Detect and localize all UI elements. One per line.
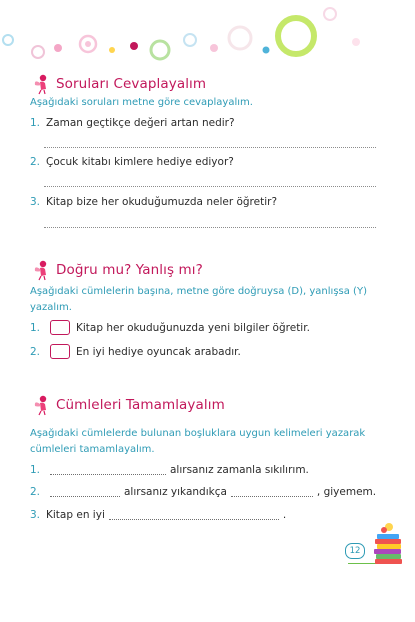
page-number: 12	[345, 543, 365, 559]
blank-2a[interactable]	[50, 487, 120, 497]
item-text: Kitap en iyi	[46, 509, 105, 521]
answer-box-1[interactable]	[50, 320, 70, 335]
answer-line-3[interactable]	[44, 227, 376, 228]
true-false-item-2	[30, 344, 241, 359]
blank-1[interactable]	[50, 465, 166, 475]
item-text: alırsanız yıkandıkça	[124, 486, 227, 498]
item-text: En iyi hediye oyuncak arabadır.	[76, 345, 241, 358]
question-2	[30, 156, 234, 168]
book-stack-icon	[371, 521, 405, 565]
fill-blank-item-1	[30, 464, 309, 476]
fairy-icon	[32, 259, 52, 281]
answer-line-1[interactable]	[44, 147, 376, 148]
question-3	[30, 196, 277, 208]
section2-title-text: Doğru mu? Yanlış mı?	[56, 262, 203, 278]
answer-line-2[interactable]	[44, 186, 376, 187]
fairy-icon	[32, 73, 52, 95]
section3-title-text: Cümleleri Tamamlayalım	[56, 397, 225, 413]
answer-box-2[interactable]	[50, 344, 70, 359]
top-decoration	[0, 0, 415, 62]
blank-2b[interactable]	[231, 487, 313, 497]
item-number: 3.	[30, 509, 41, 521]
section2-instruction: Aşağıdaki cümlelerin başına, metne göre doğruysa (D), yanlışsa (Y) yazalım.	[30, 286, 367, 313]
question-number: 2.	[30, 156, 41, 168]
section1-title-text: Soruları Cevaplayalım	[56, 76, 207, 92]
question-number: 3.	[30, 196, 41, 208]
item-text-end: .	[282, 509, 287, 521]
section3-instruction: Aşağıdaki cümlelerde bulunan boşluklara uygun kelimeleri yazarak cümleleri tamamlayalım.	[30, 428, 366, 455]
fairy-icon	[32, 394, 52, 416]
section1-instruction: Aşağıdaki soruları metne göre cevaplayalım.	[30, 97, 253, 108]
section-title-cumleleri	[32, 394, 225, 416]
question-number: 1.	[30, 117, 41, 129]
section-title-dogru-yanlis	[32, 259, 203, 281]
question-text: Kitap bize her okuduğumuzda neler öğretir?	[46, 196, 278, 208]
blank-3[interactable]	[109, 510, 279, 520]
item-number: 1.	[30, 321, 41, 334]
section-title-sorulari	[32, 73, 206, 95]
question-text: Zaman geçtikçe değeri artan nedir?	[46, 117, 235, 129]
item-text: alırsanız zamanla sıkılırım.	[170, 464, 309, 476]
question-1	[30, 117, 235, 129]
fill-blank-item-3	[30, 509, 286, 521]
item-number: 2.	[30, 345, 41, 358]
question-text: Çocuk kitabı kimlere hediye ediyor?	[46, 156, 234, 168]
item-number: 1.	[30, 464, 41, 476]
item-text-end: , giyemem.	[316, 486, 377, 498]
true-false-item-1	[30, 320, 310, 335]
fill-blank-item-2	[30, 486, 376, 498]
item-number: 2.	[30, 486, 41, 498]
item-text: Kitap her okuduğunuzda yeni bilgiler öğretir.	[76, 321, 310, 334]
